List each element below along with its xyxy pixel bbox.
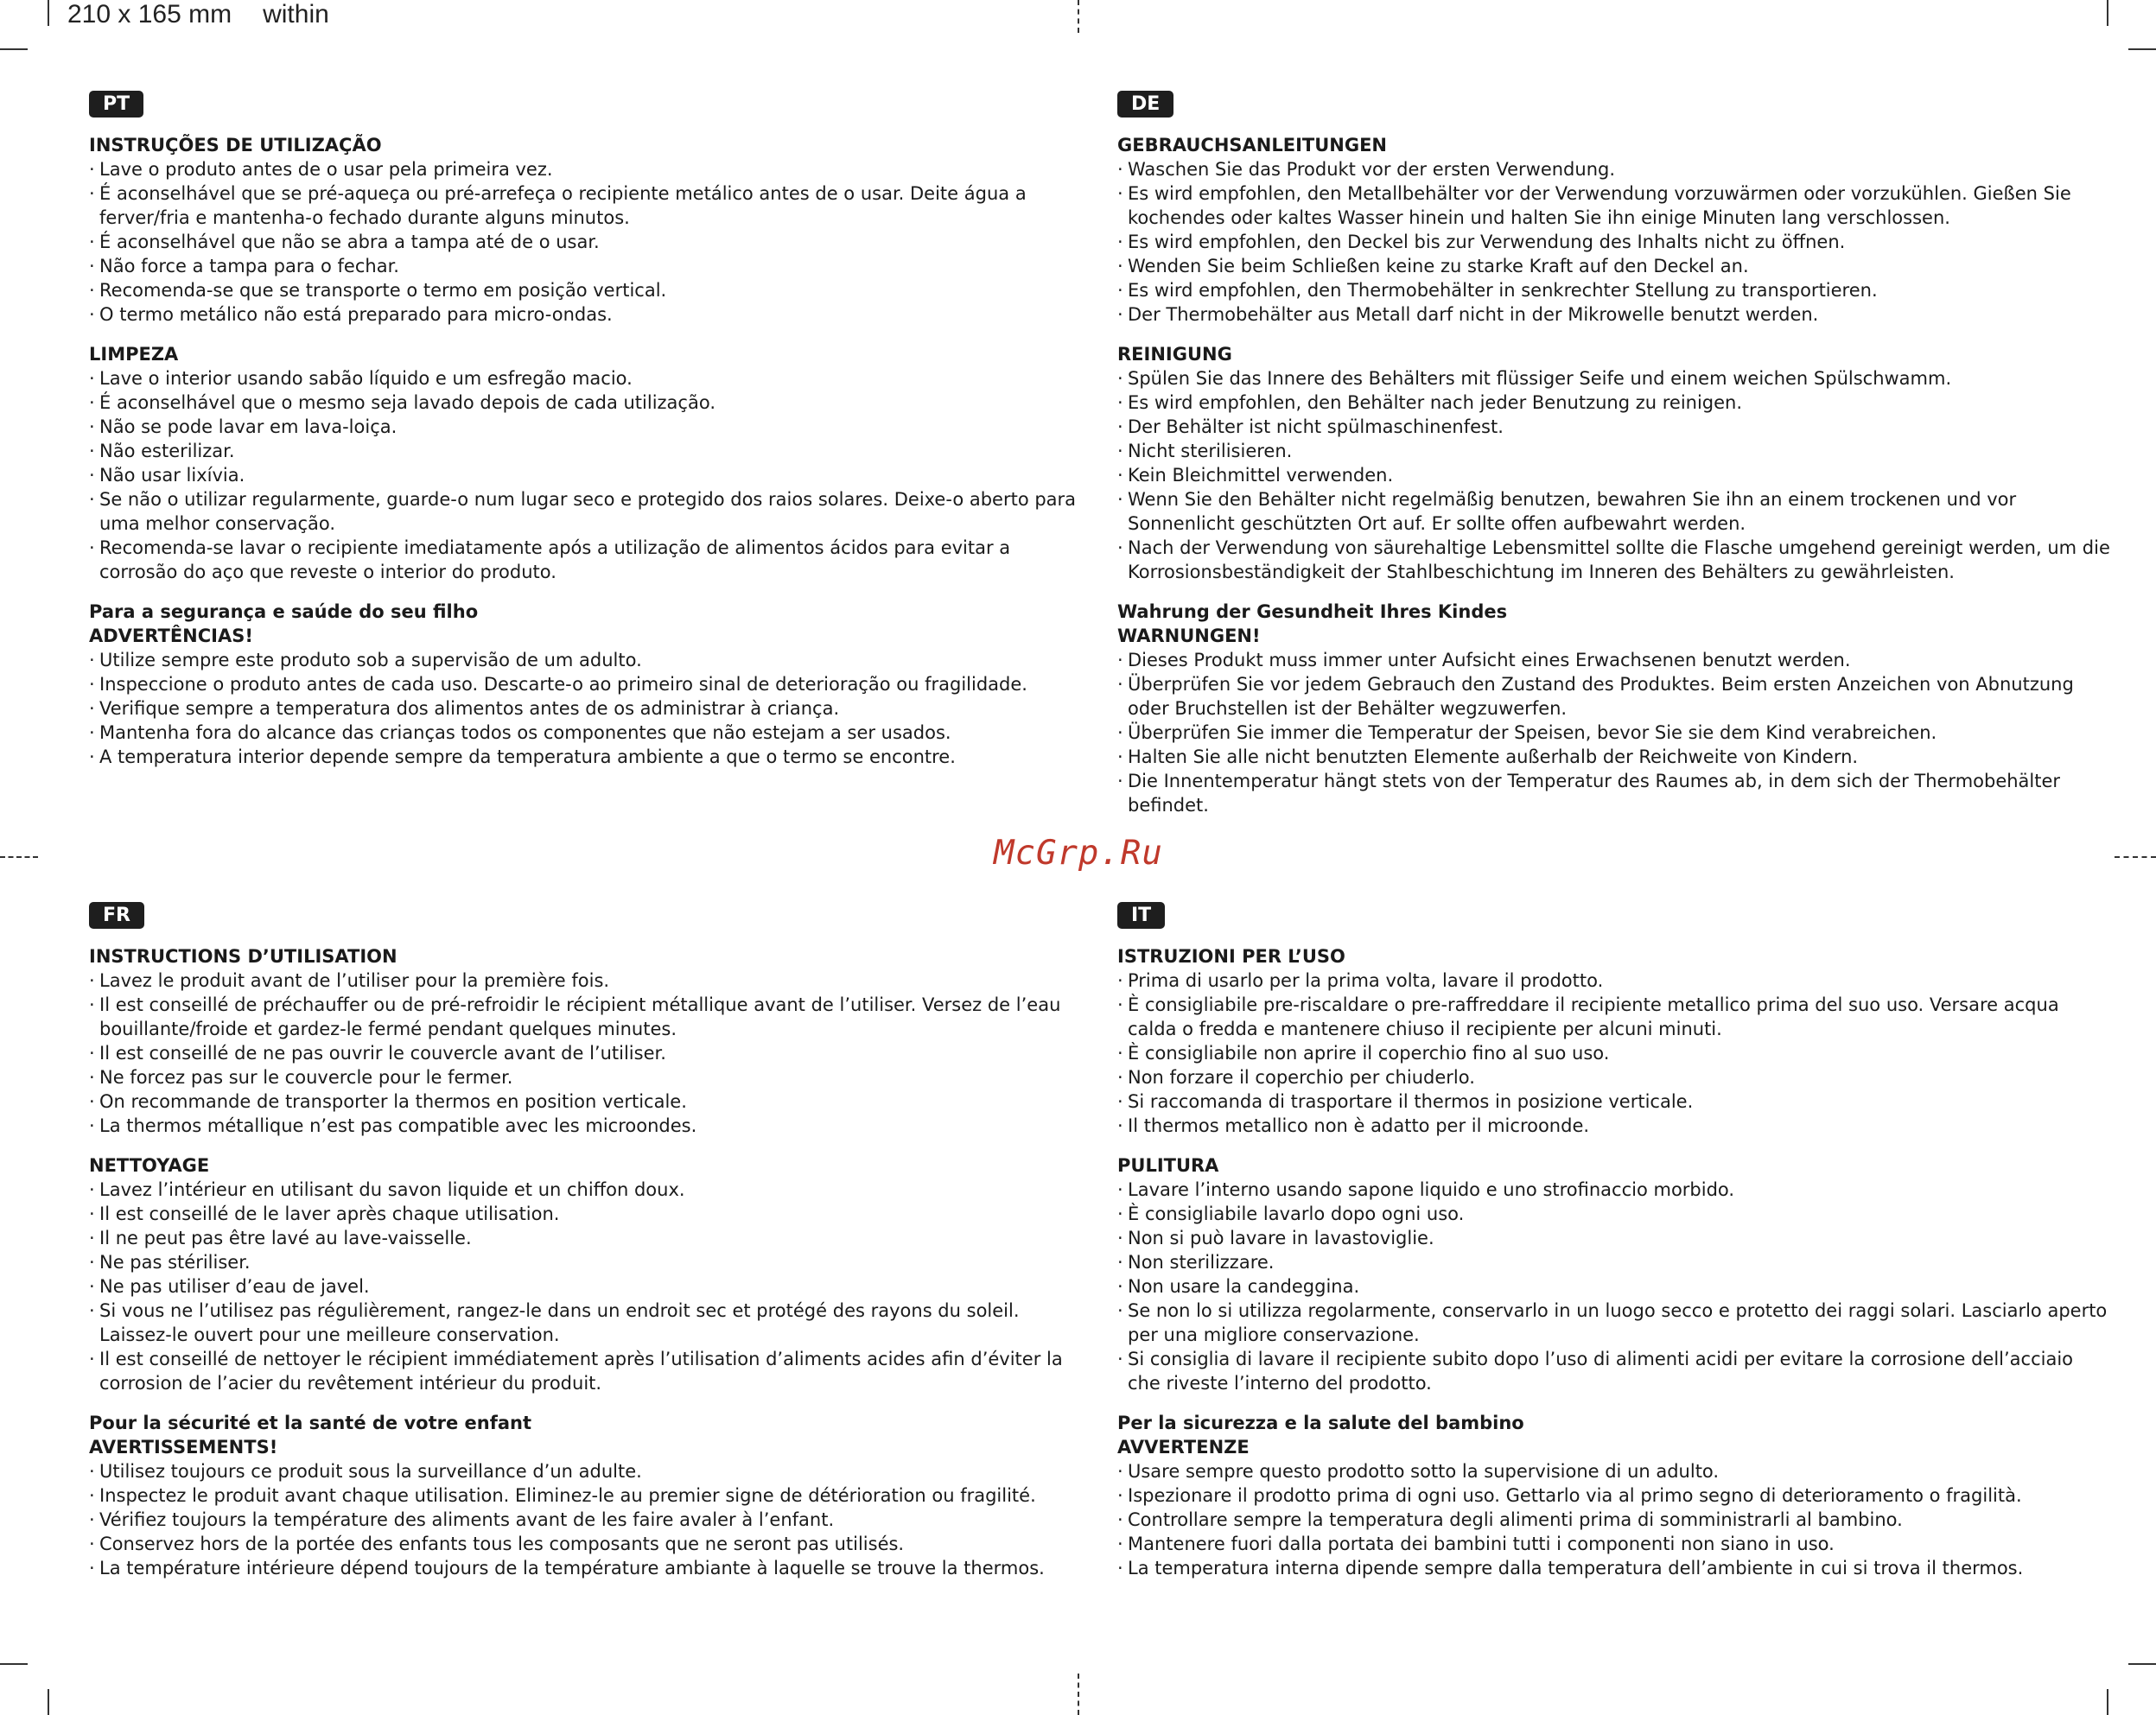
- list-item: · Non forzare il coperchio per chiuderlo.: [1117, 1065, 2111, 1089]
- list-item: · Não esterilizar.: [89, 439, 1083, 463]
- crop-mark: [48, 1689, 49, 1715]
- section-heading: GEBRAUCHSANLEITUNGEN: [1117, 135, 1388, 156]
- list-item: · Non usare la candeggina.: [1117, 1274, 2111, 1299]
- list-item: · A temperatura interior depende sempre da temperatura ambiente a que o termo se encontre.: [89, 745, 1083, 769]
- list-item: · É aconselhável que se pré-aqueça ou pré-arrefeça o recipiente metálico antes de o usar. Deite água a ferver/fria e mantenha-o fechado durante alguns minutos.: [89, 181, 1083, 230]
- list-item: · Si vous ne l’utilisez pas régulièrement, rangez-le dans un endroit sec et protégé des rayons du soleil. Laissez-le ouvert pour une meilleure conservation.: [89, 1299, 1083, 1347]
- crop-mark: [2107, 1689, 2108, 1715]
- list-item: · È consigliabile pre-riscaldare o pre-raffreddare il recipiente metallico prima del suo uso. Versare acqua calda o fredda e mantenere chiuso il recipiente per alcuni minuti.: [1117, 993, 2111, 1041]
- section-heading: REINIGUNG: [1117, 344, 1232, 365]
- list-item: · Kein Bleichmittel verwenden.: [1117, 463, 2111, 487]
- section-heading: NETTOYAGE: [89, 1155, 210, 1176]
- list-item: · Utilisez toujours ce produit sous la surveillance d’un adulte.: [89, 1459, 1083, 1483]
- list-item: · Il ne peut pas être lavé au lave-vaisselle.: [89, 1226, 1083, 1250]
- warning-heading: AVVERTENZE: [1117, 1437, 1250, 1458]
- instruction-list: [1117, 969, 2111, 1138]
- list-item: · Não se pode lavar em lava-loiça.: [89, 415, 1083, 439]
- section-heading: PULITURA: [1117, 1155, 1219, 1176]
- warning-list: [1117, 648, 2111, 817]
- language-badge: FR: [89, 902, 144, 929]
- section-heading: Wahrung der Gesundheit Ihres Kindes: [1117, 601, 1508, 622]
- list-item: · Utilize sempre este produto sob a supervisão de um adulto.: [89, 648, 1083, 672]
- list-item: · Inspeccione o produto antes de cada uso. Descarte-o ao primeiro sinal de deterioração ou fragilidade.: [89, 672, 1083, 696]
- list-item: · Der Behälter ist nicht spülmaschinenfest.: [1117, 415, 2111, 439]
- size-text: 210 x 165 mm: [67, 0, 232, 29]
- list-item: · Überprüfen Sie vor jedem Gebrauch den Zustand des Produktes. Beim ersten Anzeichen von Abnutzung oder Bruchstellen ist der Behälter wegzuwerfen.: [1117, 672, 2111, 721]
- list-item: · Überprüfen Sie immer die Temperatur der Speisen, bevor Sie sie dem Kind verabreichen.: [1117, 721, 2111, 745]
- list-item: · Usare sempre questo prodotto sotto la supervisione di un adulto.: [1117, 1459, 2111, 1483]
- list-item: · Il est conseillé de nettoyer le récipient immédiatement après l’utilisation d’aliments acides afin d’éviter la corrosion de l’acier du revêtement intérieur du produit.: [89, 1347, 1083, 1395]
- warning-heading: AVERTISSEMENTS!: [89, 1437, 278, 1458]
- list-item: · Ne pas utiliser d’eau de javel.: [89, 1274, 1083, 1299]
- list-item: · Es wird empfohlen, den Metallbehälter vor der Verwendung vorzuwärmen oder vorzukühlen. Gießen Sie kochendes oder kaltes Wasser hinein und halten Sie ihn einige Minuten lang verschlossen.: [1117, 181, 2111, 230]
- list-item: · È consigliabile lavarlo dopo ogni uso.: [1117, 1202, 2111, 1226]
- language-badge: DE: [1117, 91, 1173, 118]
- list-item: · Lavez le produit avant de l’utiliser pour la première fois.: [89, 969, 1083, 993]
- list-item: · Waschen Sie das Produkt vor der ersten Verwendung.: [1117, 157, 2111, 181]
- list-item: · La température intérieure dépend toujours de la température ambiante à laquelle se trouve la thermos.: [89, 1556, 1083, 1580]
- list-item: · Conservez hors de la portée des enfants tous les composants que ne seront pas utilisés.: [89, 1532, 1083, 1556]
- list-item: · É aconselhável que o mesmo seja lavado depois de cada utilização.: [89, 391, 1083, 415]
- list-item: · Es wird empfohlen, den Behälter nach jeder Benutzung zu reinigen.: [1117, 391, 2111, 415]
- list-item: · Nicht sterilisieren.: [1117, 439, 2111, 463]
- fold-mark: [2115, 856, 2156, 858]
- warning-list: [89, 648, 1083, 769]
- warning-list: [1117, 1459, 2111, 1580]
- section-heading: Para a segurança e saúde do seu filho: [89, 601, 479, 622]
- section-it: [1117, 902, 2111, 1580]
- list-item: · Es wird empfohlen, den Thermobehälter in senkrechter Stellung zu transportieren.: [1117, 278, 2111, 302]
- list-item: · Ne forcez pas sur le couvercle pour le fermer.: [89, 1065, 1083, 1089]
- list-item: · Mantenere fuori dalla portata dei bambini tutti i componenti non siano in uso.: [1117, 1532, 2111, 1556]
- warning-heading: WARNUNGEN!: [1117, 626, 1261, 646]
- crop-mark: [48, 0, 49, 26]
- list-item: · Nach der Verwendung von säurehaltige Lebensmittel sollte die Flasche umgehend gereinigt werden, um die Korrosionsbeständigkeit der Stahlbeschichtung im Inneren des Behälters zu gewährleisten.: [1117, 536, 2111, 584]
- list-item: · Lave o interior usando sabão líquido e um esfregão macio.: [89, 366, 1083, 391]
- section-heading: LIMPEZA: [89, 344, 179, 365]
- section-heading: Pour la sécurité et la santé de votre enfant: [89, 1413, 532, 1433]
- list-item: · La temperatura interna dipende sempre dalla temperatura dell’ambiente in cui si trova il thermos.: [1117, 1556, 2111, 1580]
- list-item: · Lave o produto antes de o usar pela primeira vez.: [89, 157, 1083, 181]
- crop-mark: [2107, 0, 2108, 26]
- list-item: · È consigliabile non aprire il coperchio fino al suo uso.: [1117, 1041, 2111, 1065]
- list-item: · Halten Sie alle nicht benutzten Elemente außerhalb der Reichweite von Kindern.: [1117, 745, 2111, 769]
- list-item: · Controllare sempre la temperatura degli alimenti prima di somministrarli al bambino.: [1117, 1508, 2111, 1532]
- crop-mark: [0, 48, 28, 50]
- list-item: · Mantenha fora do alcance das crianças todos os componentes que não estejam a ser usados.: [89, 721, 1083, 745]
- instruction-list: [89, 969, 1083, 1138]
- list-item: · Wenden Sie beim Schließen keine zu starke Kraft auf den Deckel an.: [1117, 254, 2111, 278]
- list-item: · Prima di usarlo per la prima volta, lavare il prodotto.: [1117, 969, 2111, 993]
- list-item: · La thermos métallique n’est pas compatible avec les microondes.: [89, 1114, 1083, 1138]
- list-item: · Wenn Sie den Behälter nicht regelmäßig benutzen, bewahren Sie ihn an einem trockenen und vor Sonnenlicht geschützten Ort auf. Er sollte offen aufbewahrt werden.: [1117, 487, 2111, 536]
- list-item: · Il est conseillé de préchauffer ou de pré-refroidir le récipient métallique avant de l’utiliser. Versez de l’eau bouillante/froide et gardez-le fermé pendant quelques minutes.: [89, 993, 1083, 1041]
- list-item: · Ne pas stériliser.: [89, 1250, 1083, 1274]
- list-item: · Ispezionare il prodotto prima di ogni uso. Gettarlo via al primo segno di deterioramento o fragilità.: [1117, 1483, 2111, 1508]
- list-item: · O termo metálico não está preparado para micro-ondas.: [89, 302, 1083, 327]
- section-de: [1117, 91, 2111, 817]
- cleaning-list: [1117, 366, 2111, 584]
- list-item: · Es wird empfohlen, den Deckel bis zur Verwendung des Inhalts nicht zu öffnen.: [1117, 230, 2111, 254]
- language-badge: PT: [89, 91, 143, 118]
- section-heading: ISTRUZIONI PER L’USO: [1117, 946, 1345, 967]
- crop-mark: [2128, 48, 2156, 50]
- list-item: · Il thermos metallico non è adatto per il microonde.: [1117, 1114, 2111, 1138]
- section-heading: INSTRUCTIONS D’UTILISATION: [89, 946, 397, 967]
- instruction-list: [1117, 157, 2111, 327]
- list-item: · Non si può lavare in lavastoviglie.: [1117, 1226, 2111, 1250]
- list-item: · Non sterilizzare.: [1117, 1250, 2111, 1274]
- language-badge: IT: [1117, 902, 1165, 929]
- section-heading: Per la sicurezza e la salute del bambino: [1117, 1413, 1524, 1433]
- page-size-label: [67, 0, 329, 29]
- list-item: · Se não o utilizar regularmente, guarde-o num lugar seco e protegido dos raios solares. Deixe-o aberto para uma melhor conservação.: [89, 487, 1083, 536]
- list-item: · Vérifiez toujours la température des aliments avant de les faire avaler à l’enfant.: [89, 1508, 1083, 1532]
- cleaning-list: [89, 366, 1083, 584]
- list-item: · Si raccomanda di trasportare il thermos in posizione verticale.: [1117, 1089, 2111, 1114]
- list-item: · On recommande de transporter la thermos en position verticale.: [89, 1089, 1083, 1114]
- section-heading: INSTRUÇÕES DE UTILIZAÇÃO: [89, 135, 382, 156]
- list-item: · Lavez l’intérieur en utilisant du savon liquide et un chiffon doux.: [89, 1178, 1083, 1202]
- cleaning-list: [1117, 1178, 2111, 1395]
- cleaning-list: [89, 1178, 1083, 1395]
- warning-list: [89, 1459, 1083, 1580]
- list-item: · Não usar lixívia.: [89, 463, 1083, 487]
- list-item: · Dieses Produkt muss immer unter Aufsicht eines Erwachsenen benutzt werden.: [1117, 648, 2111, 672]
- list-item: · Se non lo si utilizza regolarmente, conservarlo in un luogo secco e protetto dei raggi solari. Lasciarlo aperto per una migliore conservazione.: [1117, 1299, 2111, 1347]
- fold-mark: [1078, 0, 1079, 33]
- fold-mark: [0, 856, 38, 858]
- within-text: within: [263, 0, 329, 29]
- watermark: McGrp.Ru: [994, 834, 1163, 873]
- list-item: · Spülen Sie das Innere des Behälters mit flüssiger Seife und einem weichen Spülschwamm.: [1117, 366, 2111, 391]
- list-item: · Recomenda-se lavar o recipiente imediatamente após a utilização de alimentos ácidos para evitar a corrosão do aço que reveste o interior do produto.: [89, 536, 1083, 584]
- crop-mark: [2128, 1663, 2156, 1665]
- list-item: · Recomenda-se que se transporte o termo em posição vertical.: [89, 278, 1083, 302]
- list-item: · Il est conseillé de ne pas ouvrir le couvercle avant de l’utiliser.: [89, 1041, 1083, 1065]
- section-fr: [89, 902, 1083, 1580]
- list-item: · Si consiglia di lavare il recipiente subito dopo l’uso di alimenti acidi per evitare la corrosione dell’acciaio che riveste l’interno del prodotto.: [1117, 1347, 2111, 1395]
- instruction-list: [89, 157, 1083, 327]
- list-item: · É aconselhável que não se abra a tampa até de o usar.: [89, 230, 1083, 254]
- list-item: · Inspectez le produit avant chaque utilisation. Eliminez-le au premier signe de détérioration ou fragilité.: [89, 1483, 1083, 1508]
- list-item: · Não force a tampa para o fechar.: [89, 254, 1083, 278]
- section-pt: [89, 91, 1083, 769]
- list-item: · Der Thermobehälter aus Metall darf nicht in der Mikrowelle benutzt werden.: [1117, 302, 2111, 327]
- list-item: · Lavare l’interno usando sapone liquido e uno strofinaccio morbido.: [1117, 1178, 2111, 1202]
- list-item: · Verifique sempre a temperatura dos alimentos antes de os administrar à criança.: [89, 696, 1083, 721]
- list-item: · Il est conseillé de le laver après chaque utilisation.: [89, 1202, 1083, 1226]
- warning-heading: ADVERTÊNCIAS!: [89, 626, 253, 646]
- fold-mark: [1078, 1674, 1079, 1715]
- list-item: · Die Innentemperatur hängt stets von der Temperatur des Raumes ab, in dem sich der Thermobehälter befindet.: [1117, 769, 2111, 817]
- crop-mark: [0, 1663, 28, 1665]
